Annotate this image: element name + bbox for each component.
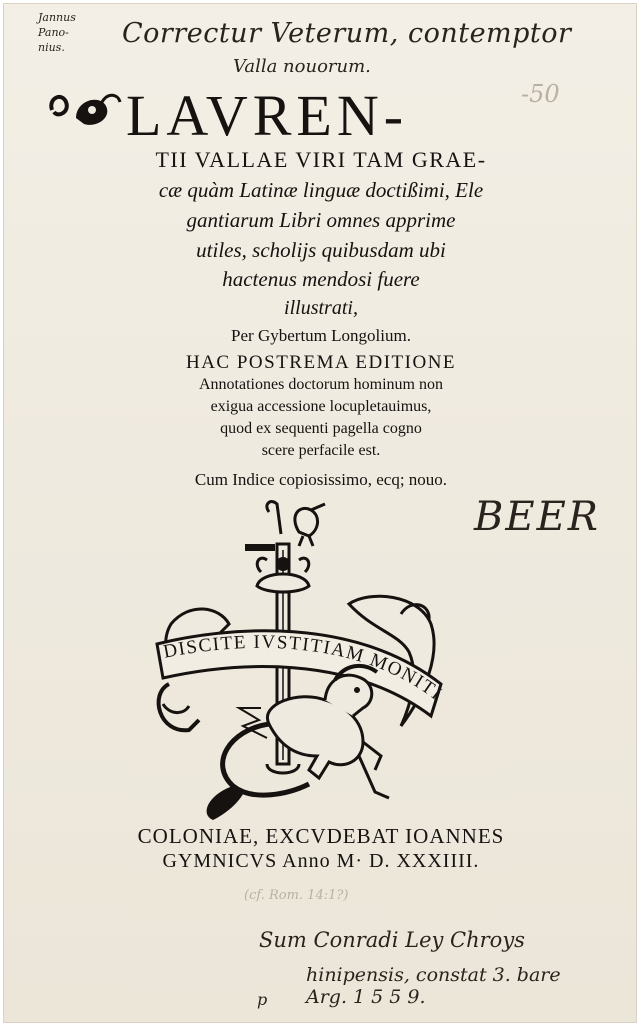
edition-note-line: Annotationes doctorum hominum non — [199, 376, 443, 393]
ownership-inscription-line1: Sum Conradi Ley Chroys — [259, 928, 525, 952]
handwritten-heading-line2: Valla nouorum. — [233, 56, 371, 77]
pencil-note-middle: (cf. Rom. 14:1?) — [244, 888, 349, 903]
title-line: illustrati, — [284, 297, 358, 319]
edition-note-line: exigua accessione locupletauimus, — [210, 398, 432, 415]
title-line: utiles, scholijs quibusdam ubi — [196, 238, 446, 262]
index-line: Cum Indice copiosissimo, ecq; nouo. — [194, 470, 448, 489]
edition-heading: HAC POSTREMA EDITIONE — [185, 352, 457, 373]
small-handwritten-mark: p — [257, 990, 268, 1009]
imprint-line1: COLONIAE, EXCVDEBAT IOANNES — [137, 824, 505, 848]
title-line: hactenus mendosi fuere — [222, 267, 420, 291]
ownership-date: Arg. 1 5 5 9. — [306, 986, 426, 1008]
imprint-line2: GYMNICVS Anno M· D. XXXIIII. — [162, 850, 480, 872]
title-page — [3, 3, 637, 1023]
editor-line: Per Gybertum Longolium. — [231, 326, 411, 345]
handwritten-heading-line1: Correctur Veterum, contemptor — [122, 18, 572, 49]
printers-device-woodcut — [149, 494, 449, 824]
edition-note-line: scere perfacile est. — [261, 442, 381, 459]
title-line: TII VALLAE VIRI TAM GRAE- — [155, 147, 487, 172]
fleuron-icon — [46, 88, 124, 132]
title-line: cæ quàm Latinæ linguæ doctißimi, Ele — [158, 178, 484, 202]
title-line: gantiarum Libri omnes apprime — [186, 208, 456, 232]
author-title-large: LAVREN- — [126, 83, 409, 148]
margin-note-line: Pano- — [38, 26, 69, 39]
margin-note — [38, 10, 108, 55]
edition-note-line: quod ex sequenti pagella cogno — [220, 420, 422, 437]
device-motto: DISCITE IVSTITIAM MONITI — [161, 631, 447, 706]
ownership-inscription-line2 — [306, 964, 561, 1008]
ownership-text: hinipensis, constat 3. bare — [306, 964, 561, 986]
margin-note-line: Jannus — [38, 11, 76, 24]
pencil-note-top: -50 — [521, 80, 560, 108]
handwritten-beer: BEER — [474, 494, 600, 540]
margin-note-line: nius. — [38, 41, 65, 54]
